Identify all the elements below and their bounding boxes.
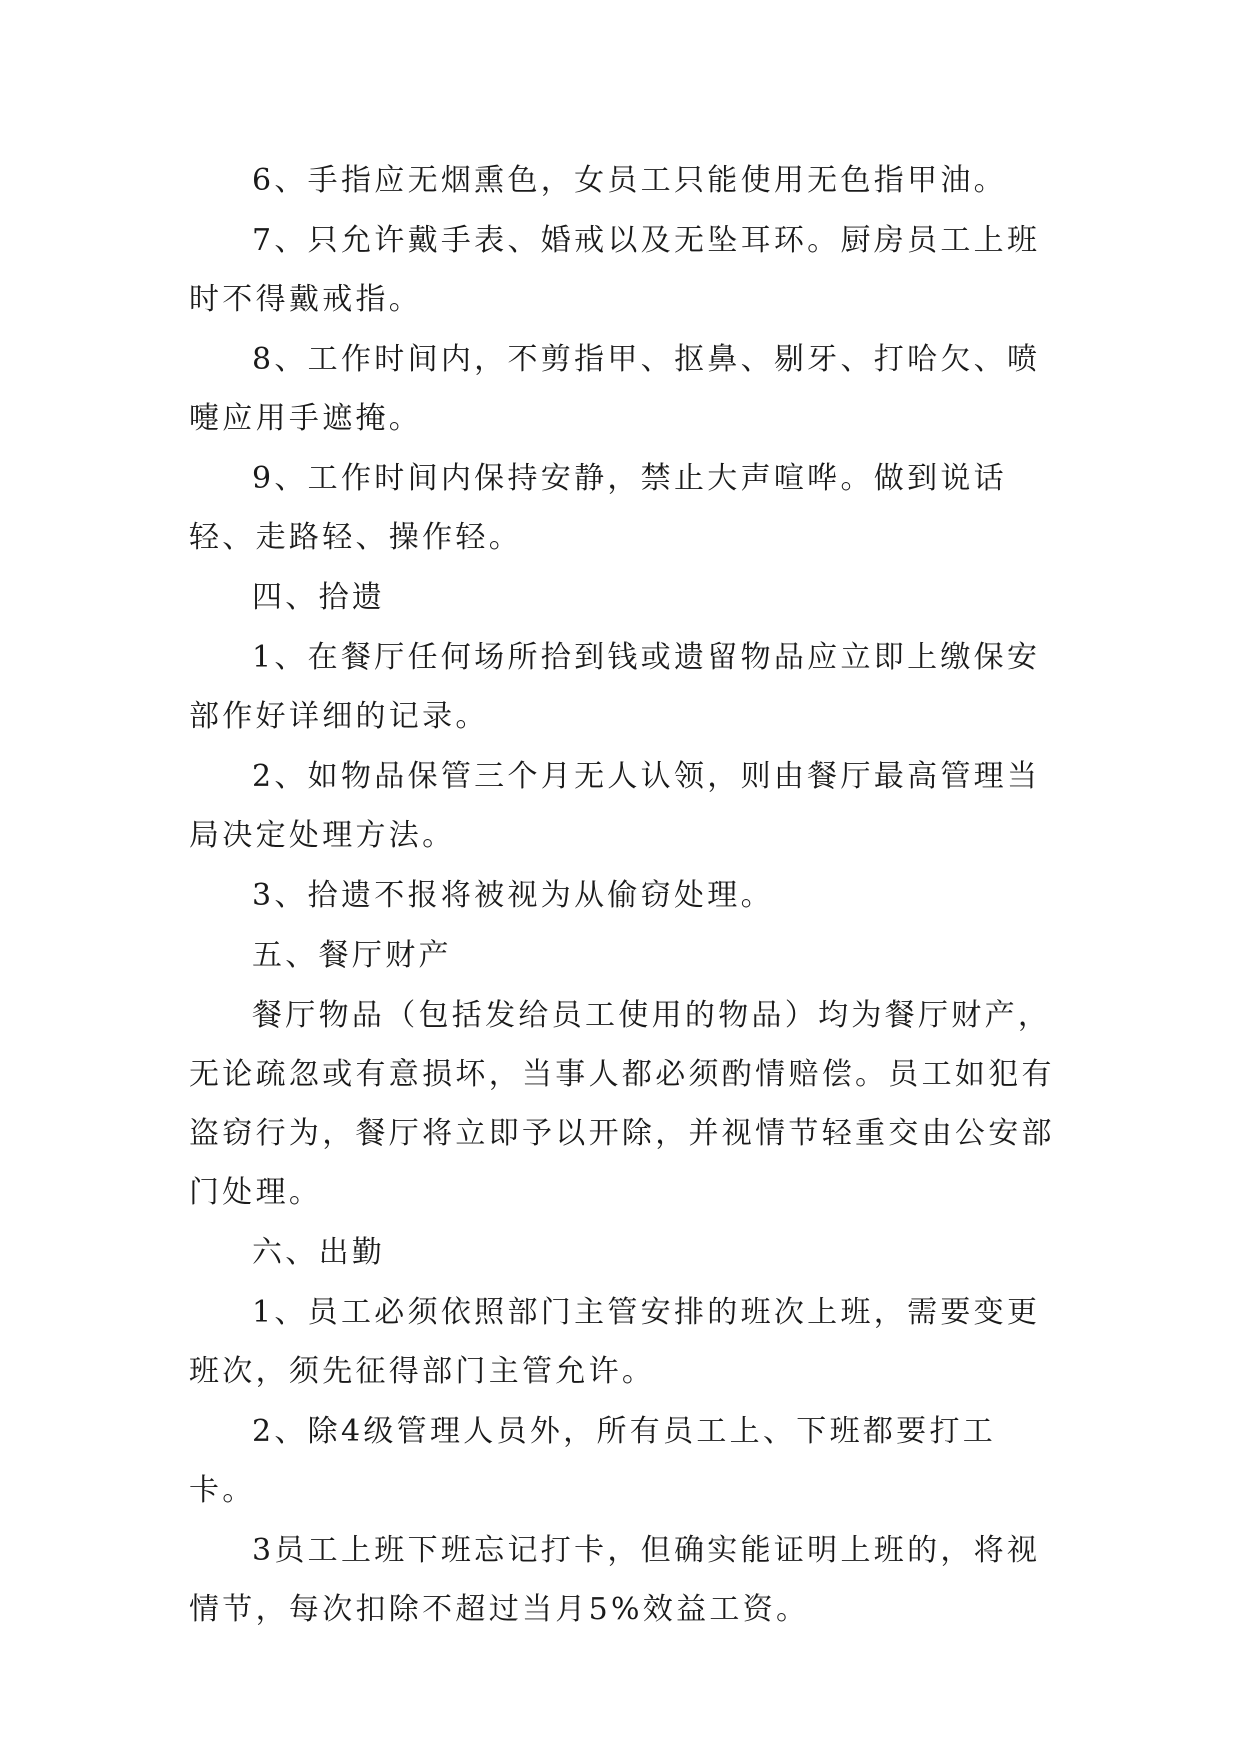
paragraph-property: 餐厅物品（包括发给员工使用的物品）均为餐厅财产，无论疏忽或有意损坏，当事人都必须酌情赔偿。员工如犯有盗窃行为，餐厅将立即予以开除，并视情节轻重交由公安部门处理。 [189, 998, 1055, 1210]
paragraph-lost-found-1: 1、在餐厅任何场所拾到钱或遗留物品应立即上缴保安部作好详细的记录。 [189, 640, 1041, 734]
paragraph-lost-found-2: 2、如物品保管三个月无人认领，则由餐厅最高管理当局决定处理方法。 [189, 759, 1041, 853]
paragraph-attendance-3: 3员工上班下班忘记打卡，但确实能证明上班的，将视情节，每次扣除不超过当月5%效益工资。 [189, 1533, 1041, 1627]
paragraph-attendance-2: 2、除4级管理人员外，所有员工上、下班都要打工卡。 [189, 1414, 997, 1508]
paragraph-rule-8: 8、工作时间内，不剪指甲、抠鼻、剔牙、打哈欠、喷嚏应用手遮掩。 [189, 342, 1041, 436]
document-page [189, 151, 1059, 1640]
paragraph-rule-9: 9、工作时间内保持安静，禁止大声喧哗。做到说话轻、走路轻、操作轻。 [189, 461, 1007, 555]
section-heading-lost-found: 四、拾遗 [252, 580, 386, 615]
paragraph-rule-7: 7、只允许戴手表、婚戒以及无坠耳环。厨房员工上班时不得戴戒指。 [189, 223, 1041, 317]
section-heading-attendance: 六、出勤 [252, 1235, 386, 1270]
paragraph-attendance-1: 1、员工必须依照部门主管安排的班次上班，需要变更班次，须先征得部门主管允许。 [189, 1295, 1041, 1389]
paragraph-rule-6: 6、手指应无烟熏色，女员工只能使用无色指甲油。 [252, 163, 1007, 198]
section-heading-property: 五、餐厅财产 [252, 938, 452, 973]
paragraph-lost-found-3: 3、拾遗不报将被视为从偷窃处理。 [252, 878, 774, 913]
